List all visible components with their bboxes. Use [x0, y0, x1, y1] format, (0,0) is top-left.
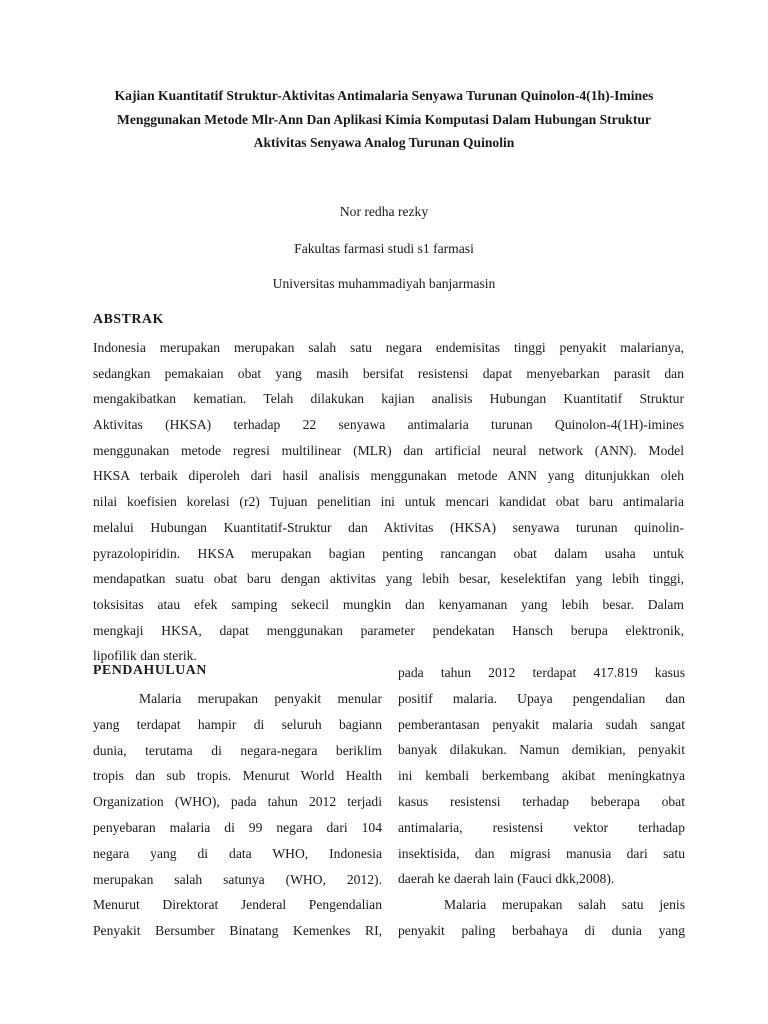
abstract-line: mendapatkan suatu obat baru dengan aktivitas yang lebih besar, keselektifan yang lebih tinggi, [93, 571, 684, 587]
paragraph-line: Malaria merupakan penyakit menular [139, 691, 382, 706]
author-name: Nor redha rezky [339, 204, 429, 219]
paragraph-line: Menurut Direktorat Jenderal Pengendalian [93, 897, 382, 913]
paragraph-line: penyakit paling berbahaya di dunia yang [398, 922, 685, 938]
author-faculty: Fakultas farmasi studi s1 farmasi [294, 241, 474, 256]
paragraph-line: banyak dilakukan. Namun demikian, penyakit [398, 742, 685, 758]
paragraph-line: negara yang di data WHO, Indonesia [93, 845, 382, 861]
abstract-body [93, 335, 684, 669]
paragraph-line: penyebaran malaria di 99 negara dari 104 [93, 819, 382, 835]
introduction-right-column [398, 660, 685, 944]
abstract-line: sedangkan pemakaian obat yang masih bersifat resistensi dapat menyebarkan parasit dan [93, 365, 684, 381]
abstract-line: nilai koefisien korelasi (r2) Tujuan penelitian ini untuk mencari kandidat obat baru antimalaria [93, 494, 684, 510]
abstract-line: Aktivitas (HKSA) terhadap 22 senyawa antimalaria turunan Quinolon-4(1H)-imines [93, 417, 684, 433]
paragraph-line: Malaria merupakan salah satu jenis [444, 897, 685, 913]
paragraph-line: tropis dan sub tropis. Menurut World Health [93, 768, 382, 784]
author-university: Universitas muhammadiyah banjarmasin [272, 276, 496, 291]
paragraph-line: pada tahun 2012 terdapat 417.819 kasus [398, 665, 685, 680]
paper-title [80, 84, 688, 155]
title-line: Menggunakan Metode Mlr-Ann Dan Aplikasi Kimia Komputasi Dalam Hubungan Struktur [117, 111, 651, 127]
introduction-left-column [93, 686, 382, 944]
abstract-line: pyrazolopiridin. HKSA merupakan bagian penting rancangan obat dalam usaha untuk [93, 545, 684, 561]
paragraph-line: pemberantasan penyakit malaria sudah sangat [398, 716, 685, 732]
abstract-line: Indonesia merupakan merupakan salah satu negara endemisitas tinggi penyakit malarianya, [93, 340, 684, 355]
paragraph-line: daerah ke daerah lain (Fauci dkk,2008). [398, 871, 615, 887]
paragraph-line: yang terdapat hampir di seluruh bagiann [93, 716, 382, 732]
title-line: Aktivitas Senyawa Analog Turunan Quinolin [253, 135, 515, 150]
abstract-line: menggunakan metode regresi multilinear (MLR) dan artificial neural network (ANN). Model [93, 442, 684, 458]
abstract-line: melalui Hubungan Kuantitatif-Struktur dan Aktivitas (HKSA) senyawa turunan quinolin- [93, 519, 684, 535]
abstract-line: mengakibatkan kematian. Telah dilakukan kajian analisis Hubungan Kuantitatif Struktur [93, 391, 684, 407]
paragraph-line: Penyakit Bersumber Binatang Kemenkes RI, [93, 923, 382, 939]
paragraph-line: positif malaria. Upaya pengendalian dan [398, 690, 685, 706]
paragraph-line: antimalaria, resistensi vektor terhadap [398, 819, 685, 835]
title-line: Kajian Kuantitatif Struktur-Aktivitas Antimalaria Senyawa Turunan Quinolon-4(1h)-Imines [114, 88, 654, 103]
abstract-line: mengkaji HKSA, dapat menggunakan parameter pendekatan Hansch berupa elektronik, [93, 622, 684, 638]
paragraph-line: Organization (WHO), pada tahun 2012 terjadi [93, 794, 382, 810]
paragraph-line: ini kembali berkembang akibat meningkatnya [398, 768, 685, 784]
abstract-line: lipofilik dan sterik. [93, 648, 197, 664]
paragraph-line: insektisida, dan migrasi manusia dari satu [398, 845, 685, 861]
abstract-line: toksisitas atau efek samping sekecil mungkin dan kenyamanan yang lebih besar. Dalam [93, 596, 684, 612]
abstract-heading: ABSTRAK [93, 311, 164, 326]
paragraph-line: kasus resistensi terhadap beberapa obat [398, 793, 685, 809]
paragraph-line: dunia, terutama di negara-negara beriklim [93, 742, 382, 758]
abstract-line: HKSA terbaik diperoleh dari hasil analisis menggunakan metode ANN yang ditunjukkan oleh [93, 468, 684, 484]
paragraph-line: merupakan salah satunya (WHO, 2012). [93, 871, 382, 887]
introduction-heading: PENDAHULUAN [93, 662, 207, 677]
